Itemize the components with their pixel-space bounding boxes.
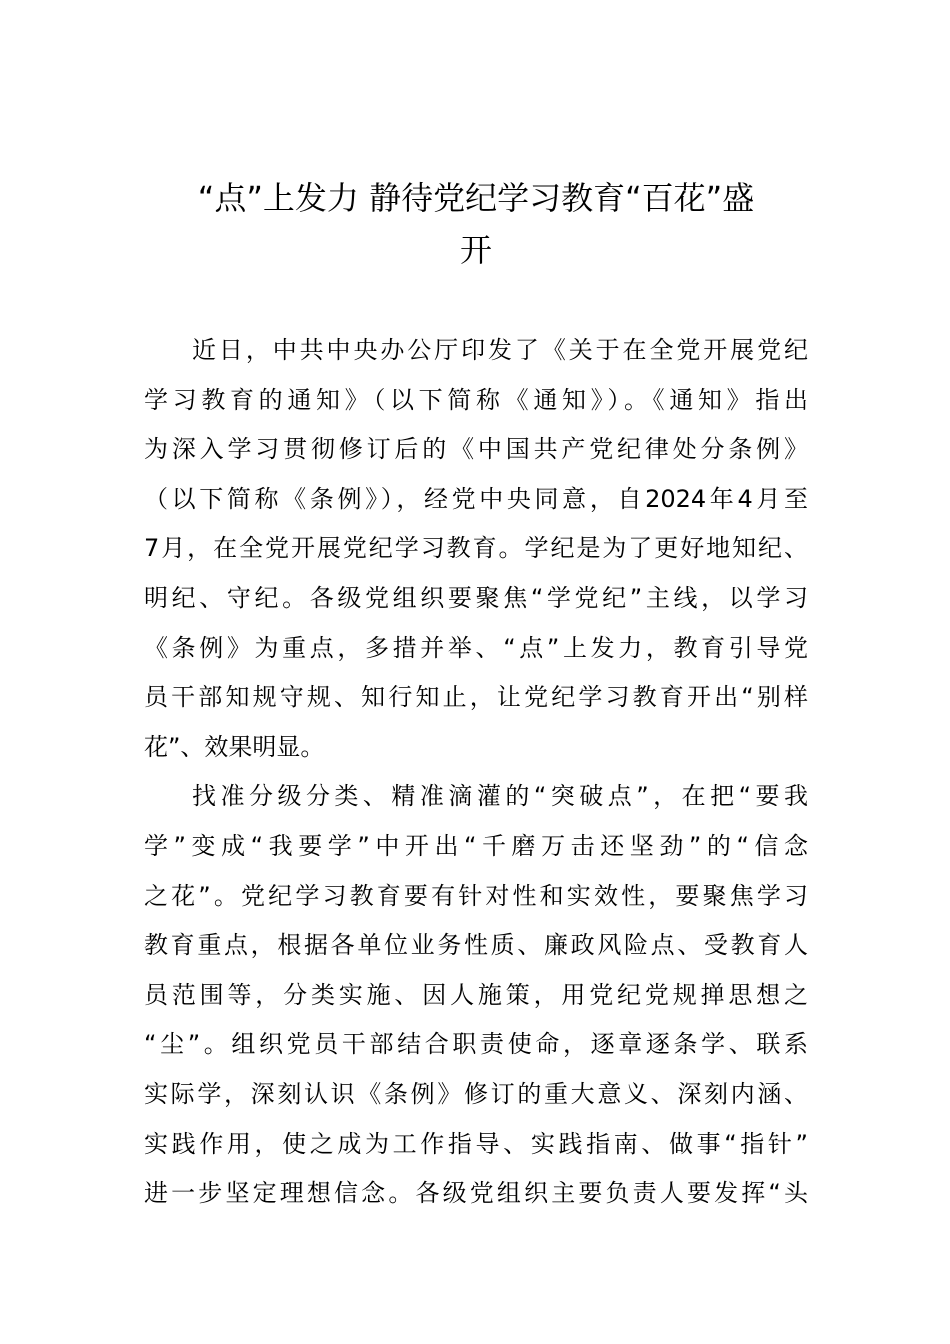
paragraph-line: 员范围等，分类实施、因人施策，用党纪党规掸思想之	[144, 980, 808, 1009]
paragraph-line: “尘”。组织党员干部结合职责使命，逐章逐条学、联系	[144, 1030, 808, 1059]
paragraph-line: 学”变成“我要学”中开出“千磨万击还坚劲”的“信念	[144, 831, 808, 860]
paragraph-2	[144, 772, 808, 1218]
document-body	[144, 326, 808, 1219]
title-line-2: 开	[459, 231, 492, 269]
paragraph-line: 为深入学习贯彻修订后的《中国共产党纪律处分条例》	[144, 435, 808, 464]
paragraph-line: 之花”。党纪学习教育要有针对性和实效性，要聚焦学习	[144, 881, 808, 910]
paragraph-line: 学习教育的通知》（以下简称《通知》）。《通知》指出	[144, 385, 808, 414]
title-line-1: “点”上发力 静待党纪学习教育“百花”盛	[197, 179, 755, 217]
paragraph-line: 近日，中共中央办公厅印发了《关于在全党开展党纪	[192, 336, 808, 364]
paragraph-line: 《条例》为重点，多措并举、“点”上发力，教育引导党	[144, 633, 808, 662]
paragraph-line: 7月，在全党开展党纪学习教育。学纪是为了更好地知纪、	[144, 534, 808, 563]
paragraph-line: 进一步坚定理想信念。各级党组织主要负责人要发挥“头	[144, 1179, 808, 1208]
paragraph-line: 实践作用，使之成为工作指导、实践指南、做事“指针”	[144, 1129, 808, 1158]
paragraph-line: 花”、效果明显。	[144, 732, 325, 761]
paragraph-line: 教育重点，根据各单位业务性质、廉政风险点、受教育人	[144, 931, 808, 960]
paragraph-line: 明纪、守纪。各级党组织要聚焦“学党纪”主线，以学习	[144, 583, 808, 612]
document-title	[144, 172, 808, 276]
paragraph-line: 实际学，深刻认识《条例》修订的重大意义、深刻内涵、	[144, 1079, 808, 1108]
paragraph-line: 员干部知规守规、知行知止，让党纪学习教育开出“别样	[144, 683, 808, 712]
paragraph-1	[144, 326, 808, 772]
paragraph-line: （以下简称《条例》），经党中央同意，自2024年4月至	[144, 484, 808, 513]
paragraph-line: 找准分级分类、精准滴灌的“突破点”，在把“要我	[192, 782, 808, 811]
